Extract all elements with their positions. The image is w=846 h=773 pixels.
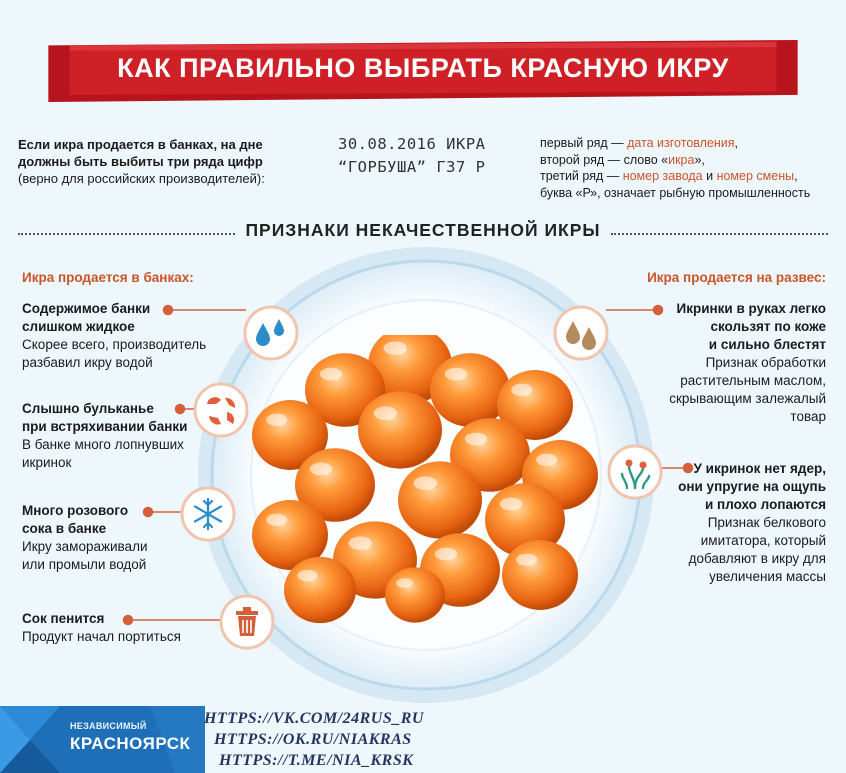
item-title: Сок пенится — [22, 611, 105, 626]
jar-intro-line-1: Если икра продается в банках, на дне — [18, 137, 263, 152]
item-title: У икринок нет ядер, — [693, 461, 826, 476]
legend-text: второй ряд — слово « — [540, 152, 669, 167]
jar-intro-line-2: должны быть выбиты три ряда цифр — [18, 154, 263, 169]
footer-logo-title: КРАСНОЯРСК — [70, 734, 191, 753]
legend-text: , — [794, 169, 798, 183]
legend-highlight: номер завода — [622, 169, 703, 183]
item-desc: добавляют в икру для — [688, 551, 826, 566]
item-desc: икринок — [22, 455, 72, 470]
item-title: слишком жидкое — [22, 319, 135, 334]
item-title: Слышно бульканье — [22, 401, 154, 416]
legend-text: , — [734, 136, 739, 150]
item-desc: Продукт начал портиться — [22, 629, 181, 644]
item-desc: товар — [790, 409, 826, 424]
oil-drops-icon — [553, 305, 609, 361]
legend-text: и — [702, 169, 717, 183]
item-title: Икринки в руках легко — [676, 301, 826, 316]
item-desc: Признак белкового — [707, 515, 826, 530]
item-desc: разбавил икру водой — [22, 355, 153, 370]
item-desc: или промыли водой — [22, 557, 147, 572]
item-title: и плохо лопаются — [705, 497, 826, 512]
item-title: Много розового — [22, 503, 129, 518]
link-vk[interactable]: HTTPS://VK.COM/24RUS_RU — [204, 710, 424, 727]
item-title: они упругие на ощупь — [678, 479, 826, 494]
link-telegram[interactable]: HTTPS://T.ME/NIA_KRSK — [219, 752, 414, 769]
footer-logo-subtitle: НЕЗАВИСИМЫЙ — [70, 721, 147, 731]
link-ok[interactable]: HTTPS://OK.RU/NIAKRAS — [214, 731, 412, 748]
item-desc: имитатора, который — [700, 533, 826, 548]
legend-highlight: икра — [668, 152, 695, 167]
item-title: Содержимое банки — [22, 301, 151, 316]
item-title: скользят по коже — [710, 319, 826, 334]
legend-text: буква «Р», означает рыбную промышленность — [540, 185, 811, 200]
left-item-1 — [22, 300, 222, 372]
left-item-3 — [22, 502, 222, 574]
jar-code-line-2: “ГОРБУША” Г37 Р — [338, 158, 486, 176]
right-column-heading: Икра продается на развес: — [647, 270, 826, 285]
right-item-1 — [631, 300, 826, 426]
legend-text: первый ряд — — [540, 136, 628, 150]
water-drops-icon — [243, 305, 299, 361]
jar-code-line-1: 30.08.2016 ИКРА — [338, 135, 486, 153]
item-title: и сильно блестят — [708, 337, 826, 352]
jar-intro-note: (верно для российских производителей): — [18, 171, 265, 186]
item-title: при встряхивании банки — [22, 419, 188, 434]
item-desc: Скорее всего, производитель — [22, 337, 207, 352]
left-column-heading: Икра продается в банках: — [22, 270, 194, 285]
item-desc: скрывающим залежалый — [669, 391, 826, 406]
item-desc: Икру замораживали — [22, 539, 148, 554]
trash-can-icon — [219, 594, 275, 650]
item-desc: увеличения массы — [709, 569, 826, 584]
page-title: КАК ПРАВИЛЬНО ВЫБРАТЬ КРАСНУЮ ИКРУ — [117, 52, 729, 83]
right-item-2 — [631, 460, 826, 586]
left-item-4 — [22, 610, 222, 646]
section-heading: ПРИЗНАКИ НЕКАЧЕСТВЕННОЙ ИКРЫ — [245, 219, 601, 240]
legend-highlight: дата изготовления — [627, 136, 735, 150]
item-desc: Признак обработки — [705, 355, 826, 370]
legend-text: », — [694, 152, 705, 167]
legend-highlight: номер смены — [716, 169, 795, 183]
item-desc: В банке много лопнувших — [22, 437, 184, 452]
left-item-2 — [22, 400, 222, 472]
legend-text: третий ряд — — [540, 169, 623, 183]
item-title: сока в банке — [22, 521, 107, 536]
item-desc: растительным маслом, — [680, 373, 826, 388]
